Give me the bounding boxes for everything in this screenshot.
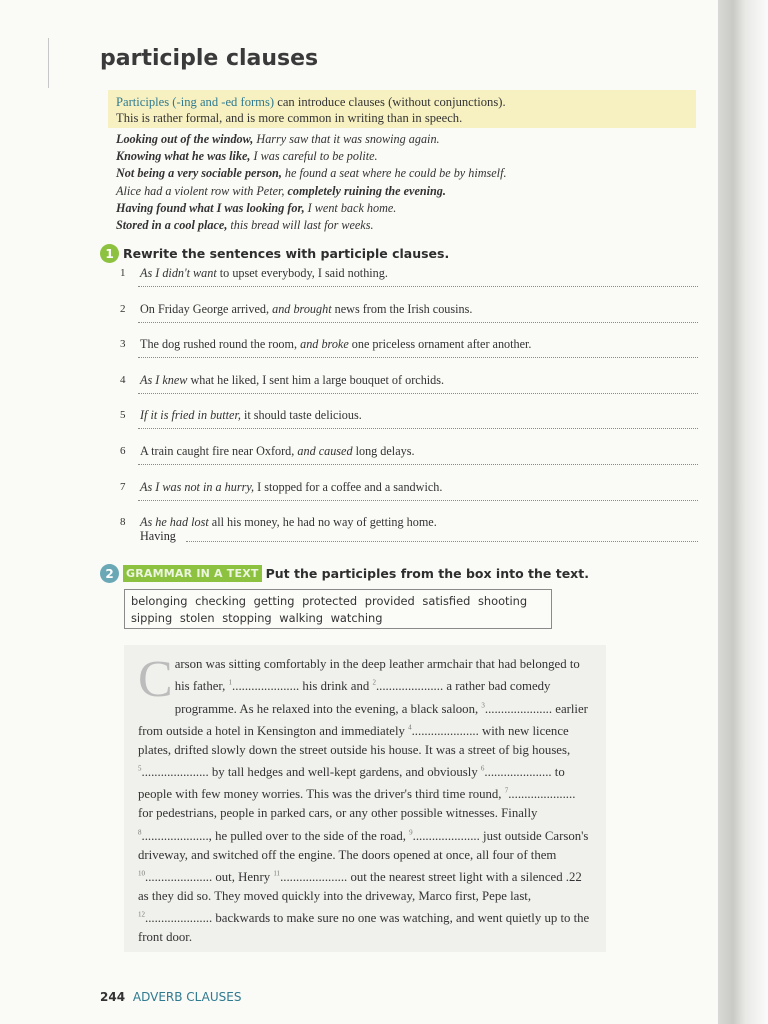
list-item: 1 As I didn't want to upset everybody, I said nothing. [120, 266, 698, 302]
answer-line[interactable] [138, 286, 698, 287]
intro-line-1 [116, 94, 688, 110]
exercise-2-instruction: Put the participles from the box into the text. [265, 566, 589, 581]
examples-list [116, 131, 696, 234]
list-item: 4 As I knew what he liked, I sent him a large bouquet of orchids. [120, 373, 698, 409]
word-option: checking [195, 594, 247, 608]
intro-box [108, 90, 696, 128]
word-option: stolen [179, 611, 215, 625]
margin-rule [48, 38, 49, 88]
exercise-1-instruction: Rewrite the sentences with participle clauses. [123, 246, 450, 261]
list-item: 8 As he had lost all his money, he had no way of getting home. Having [120, 515, 698, 551]
example-sentence: Knowing what he was like, I was careful to be polite. [116, 149, 378, 164]
word-option: stopping [222, 611, 272, 625]
word-box-row [131, 610, 545, 627]
exercise-1-heading [100, 244, 449, 263]
example-sentence: Having found what I was looking for, I went back home. [116, 200, 397, 215]
word-option: getting [253, 594, 295, 608]
answer-line[interactable] [138, 322, 698, 323]
exercise-1-number: 1 [100, 244, 119, 263]
word-option: satisfied [422, 594, 471, 608]
answer-line[interactable] [186, 541, 698, 542]
gap-number: 12 [138, 910, 145, 919]
intro-line-2: This is rather formal, and is more common in writing than in speech. [116, 111, 463, 125]
exercise-2-number: 2 [100, 564, 119, 583]
list-item: 5 If it is fried in butter, it should taste delicious. [120, 408, 698, 444]
word-option: protected [302, 594, 358, 608]
gap-number: 5 [138, 764, 142, 773]
gap-number: 9 [409, 828, 413, 837]
gap-number: 10 [138, 869, 145, 878]
gap-number: 4 [408, 723, 412, 732]
word-option: walking [279, 611, 323, 625]
gap-number: 8 [138, 828, 142, 837]
story-text-box [124, 645, 606, 952]
gap-number: 6 [480, 764, 485, 773]
section-name: ADVERB CLAUSES [132, 990, 242, 1004]
exercise-1-items [120, 266, 698, 551]
gap-number: 2 [372, 679, 376, 687]
example-sentence: Stored in a cool place, this bread will last for weeks. [116, 218, 374, 233]
word-option: watching [330, 611, 383, 625]
page-gutter-shadow [718, 0, 768, 1024]
word-option: shooting [477, 594, 528, 608]
word-box [124, 589, 552, 629]
gap-number: 3 [481, 701, 485, 710]
word-option: provided [364, 594, 415, 608]
answer-line[interactable] [138, 393, 698, 394]
intro-rest: can introduce clauses (without conjunctions). [274, 95, 506, 109]
word-option: sipping [131, 611, 173, 625]
page-footer [100, 990, 241, 1004]
example-sentence: Alice had a violent row with Peter, completely ruining the evening. [116, 183, 446, 198]
gap-number: 11 [273, 869, 281, 878]
list-item: 7 As I was not in a hurry, I stopped for a coffee and a sandwich. [120, 480, 698, 516]
exercise-2-heading [100, 564, 589, 583]
answer-line[interactable] [138, 464, 698, 465]
having-prompt: Having [140, 529, 176, 544]
list-item: 3 The dog rushed round the room, and broke one priceless ornament after another. [120, 337, 698, 373]
gap-number: 7 [504, 787, 509, 796]
answer-line[interactable] [138, 500, 698, 501]
drop-cap: C [138, 651, 173, 708]
gap-number: 1 [228, 679, 233, 687]
page-title: participle clauses [100, 46, 319, 71]
grammar-in-a-text-tag: GRAMMAR IN A TEXT [123, 565, 262, 582]
answer-line[interactable] [138, 428, 698, 429]
intro-lead: Participles (-ing and -ed forms) [116, 95, 275, 109]
example-sentence: Looking out of the window, Harry saw that it was snowing again. [116, 132, 440, 146]
story-body: arson was sitting comfortably in the deep leather armchair that had belonged to his father, $^1$..................... his drink and $^2$..................... a rather bad comedy programme. As he relaxed into the evening, a black saloon, $^3$..................... earlier from outside a hotel in Kensington and immediately $^4$..................... with new licence plates, drifted slowly down the street outside his house. It was a street of big houses, $^5$..................... by tall hedges and well-kept gardens, and obviously $^6$..................... to people with few money worries. This was the driver's third time round, $^7$..................... for pedestrians, people in parked cars, or any other possible witnesses. Finally $^8$....................., he pulled over to the side of the road, $^9$..................... just outside Carson's driveway, and switched off the engine. The doors opened at once, all four of them $^{10}$..................... out, Henry $^{11}$..................... out the nearest street light with a silenced .22 as they did so. They moved quickly into the driveway, Marco first, Pepe last, $^{12}$..................... backwards to make sure no one was watching, and went quietly up to the front door. [138, 657, 590, 945]
example-sentence: Not being a very sociable person, he found a seat where he could be by himself. [116, 166, 507, 181]
word-option: belonging [131, 594, 188, 608]
answer-line[interactable] [138, 357, 698, 358]
word-box-row [131, 593, 545, 610]
page-number: 244 [100, 990, 126, 1004]
list-item: 2 On Friday George arrived, and brought news from the Irish cousins. [120, 302, 698, 338]
list-item: 6 A train caught fire near Oxford, and caused long delays. [120, 444, 698, 480]
